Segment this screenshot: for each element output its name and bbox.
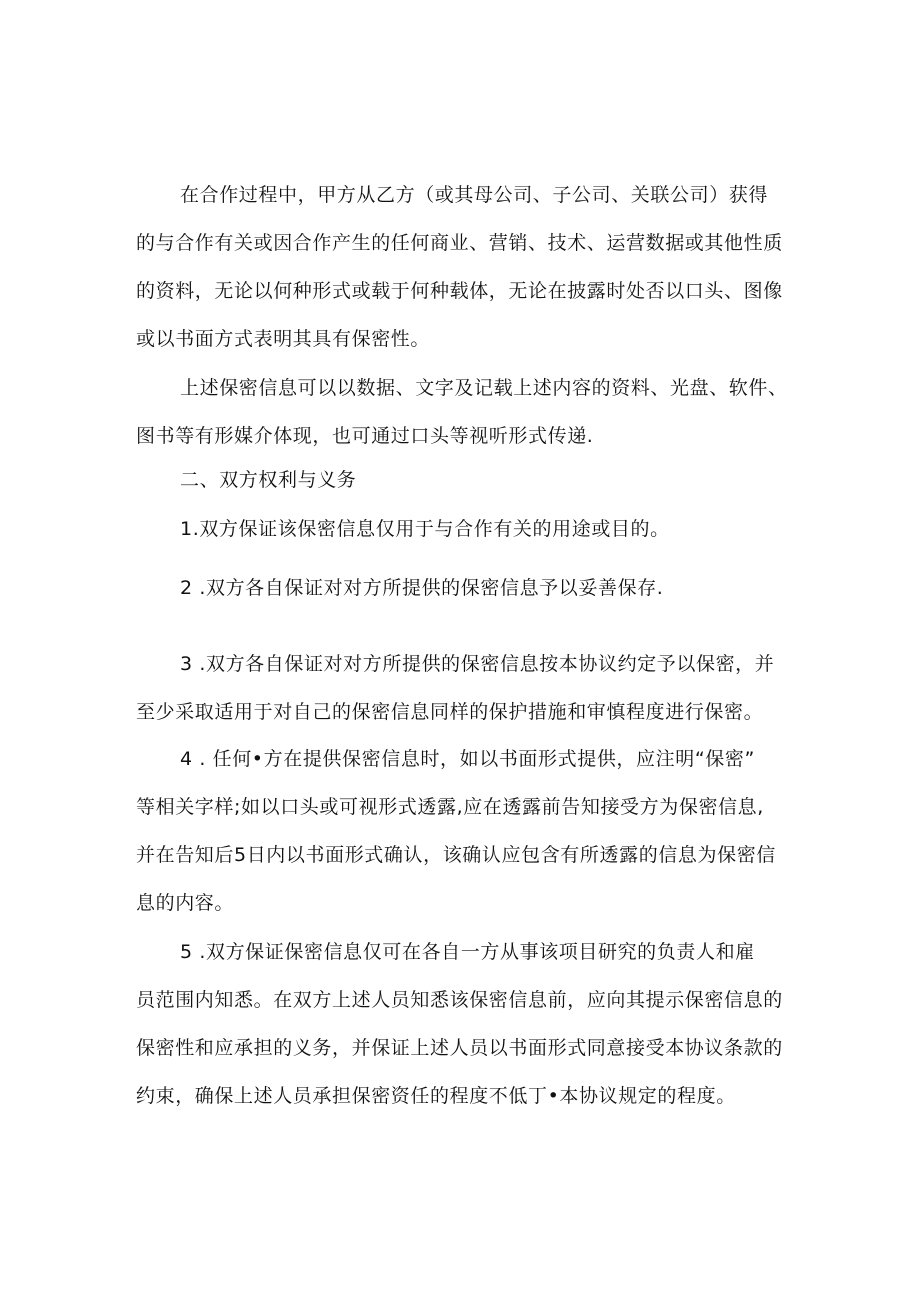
paragraph-line: 3 .双方各自保证对对方所提供的保密信息按本协议约定予以保密，并 bbox=[180, 653, 775, 675]
paragraph-line: 1.双方保证该保密信息仅用于与合作有关的用途或目的。 bbox=[180, 518, 670, 540]
paragraph-line: 并在告知后5日内以书面形式确认，该确认应包含有所透露的信息为保密信 bbox=[136, 844, 776, 866]
paragraph-line: 员范围内知悉。在双方上述人员知悉该保密信息前，应向其提示保密信息的 bbox=[136, 989, 783, 1011]
paragraph-line: 保密性和应承担的义务，并保证上述人员以书面形式同意接受本协议条款的 bbox=[136, 1037, 783, 1059]
clause-3 bbox=[136, 640, 800, 736]
clause-4 bbox=[136, 735, 800, 927]
paragraph-line: 2 .双方各自保证对对方所提供的保密信息予以妥善保存. bbox=[180, 577, 664, 599]
paragraph-line: 在合作过程中，甲方从乙方（或其母公司、子公司、关联公司）获得 bbox=[180, 184, 769, 206]
paragraph-2 bbox=[136, 364, 800, 460]
paragraph-line: 上述保密信息可以以数据、文字及记载上述内容的资料、光盘、软件、 bbox=[180, 377, 788, 399]
paragraph-line: 4 . 任何•方在提供保密信息时，如以书面形式提供，应注明“保密” bbox=[180, 748, 755, 770]
clause-5 bbox=[136, 928, 800, 1120]
paragraph-line: 息的内容。 bbox=[136, 892, 235, 914]
clause-2 bbox=[136, 564, 800, 612]
clause-1 bbox=[136, 505, 800, 553]
paragraph-1 bbox=[136, 171, 800, 363]
paragraph-line: 或以书面方式表明其具有保密性。 bbox=[136, 328, 431, 350]
paragraph-line: 约束，确保上述人员承担保密资任的程度不低丁•本协议规定的程度。 bbox=[136, 1085, 736, 1107]
paragraph-line: 等相关字样;如以口头或可视形式透露,应在透露前告知接受方为保密信息, bbox=[136, 796, 764, 818]
paragraph-line: 的与合作有关或因合作产生的任何商业、营销、技术、运营数据或其他性质 bbox=[136, 232, 783, 254]
paragraph-line: 至少采取适用于对自己的保密信息同样的保护措施和审慎程度进行保密。 bbox=[136, 701, 764, 723]
paragraph-line: 图书等有形媒介体现，也可通过口头等视听形式传递. bbox=[136, 425, 594, 447]
paragraph-line: 的资料，无论以何种形式或载于何种载体，无论在披露时处否以口头、图像 bbox=[136, 280, 783, 302]
paragraph-line: 5 .双方保证保密信息仅可在各自一方从事该项目研究的负责人和雇 bbox=[180, 941, 755, 963]
section-heading-text: 二、双方权利与义务 bbox=[180, 469, 357, 491]
section-heading-rights-obligations bbox=[136, 456, 800, 504]
